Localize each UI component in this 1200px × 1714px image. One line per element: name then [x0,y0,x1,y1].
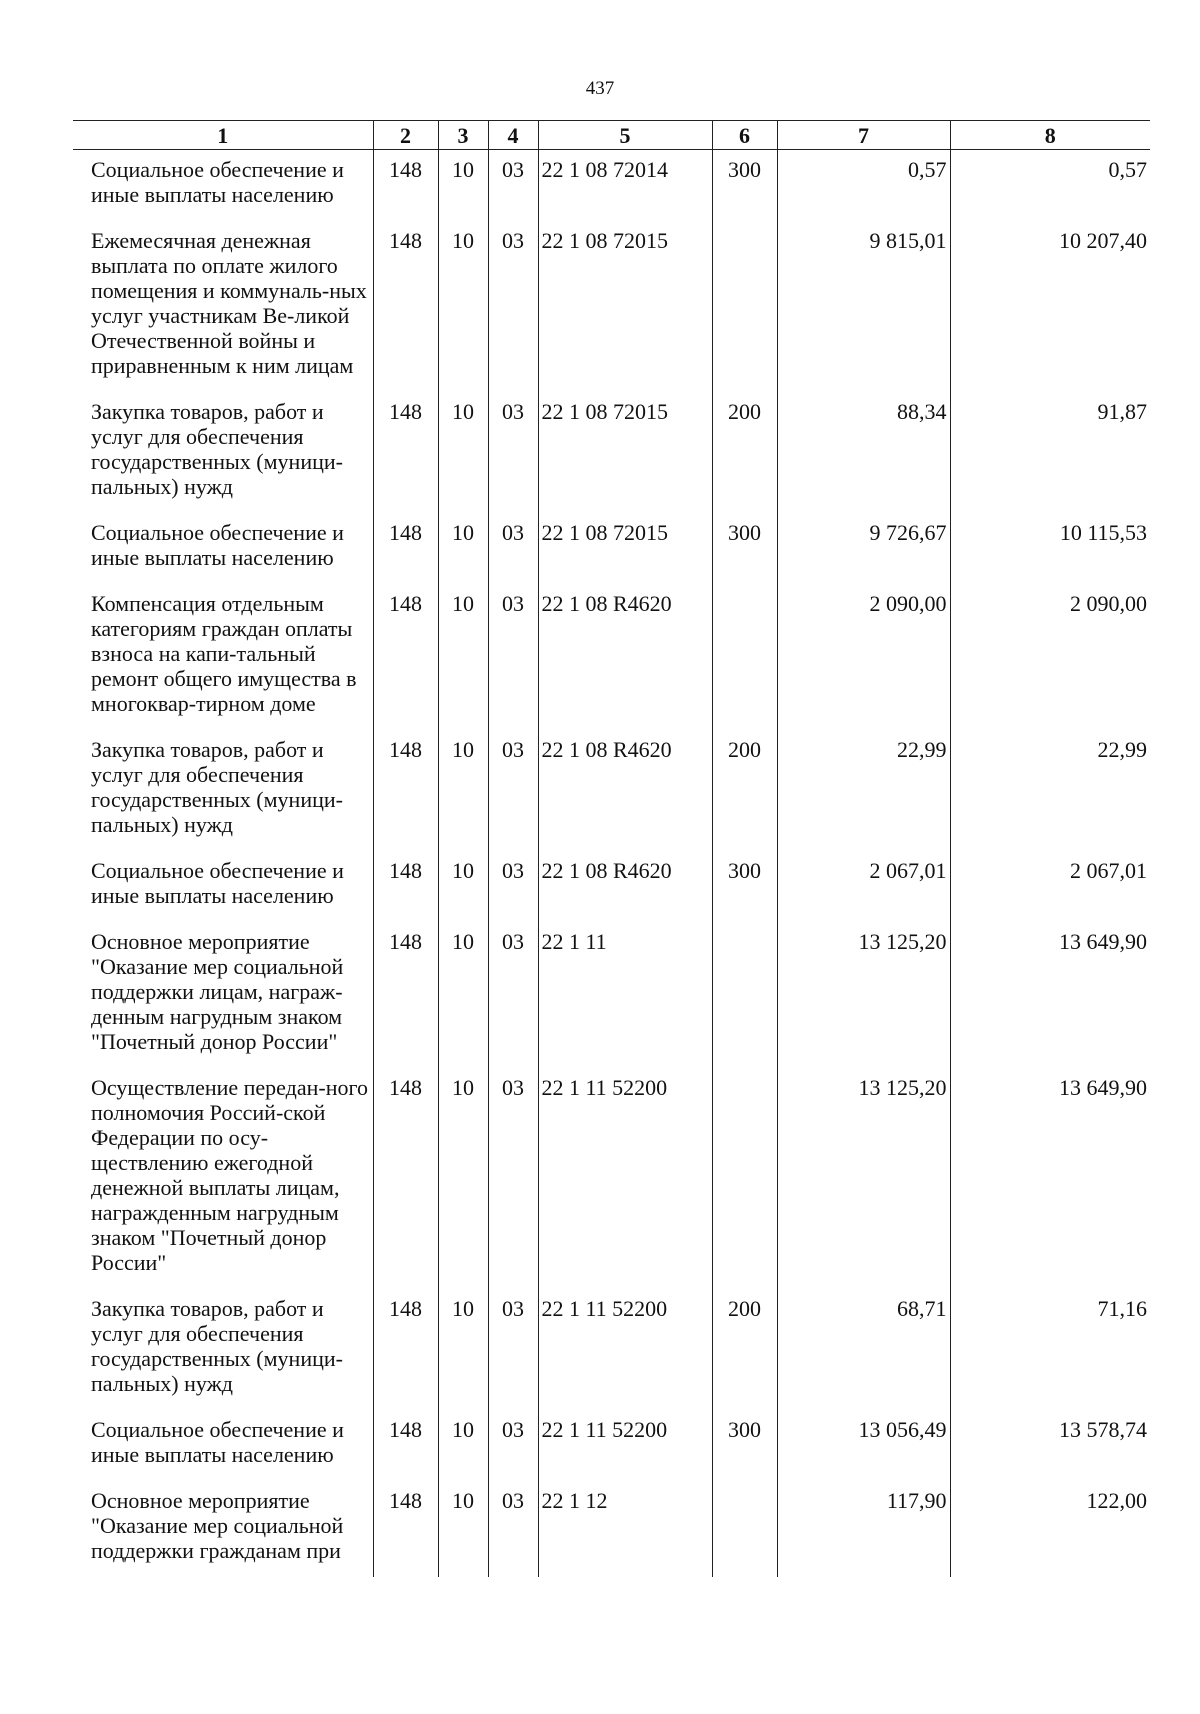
cell-amount-year1: 68,71 [777,1289,950,1410]
cell-ministry-code: 148 [373,221,438,392]
cell-subsection: 03 [488,851,538,922]
cell-amount-year2: 122,00 [950,1481,1150,1577]
table-row [73,150,1150,222]
cell-description: Закупка товаров, работ и услуг для обеспечения государственных (муници-пальных) нужд [91,1296,343,1396]
cell-description: Социальное обеспечение и иные выплаты населению [91,520,344,570]
cell-description: Социальное обеспечение и иные выплаты населению [91,1417,344,1467]
cell-section: 10 [438,730,488,851]
cell-description: Социальное обеспечение и иные выплаты населению [91,157,344,207]
cell-description: Компенсация отдельным категориям граждан оплаты взноса на капи-тальный ремонт общего имущества в многоквар-тирном доме [91,591,357,716]
cell-section: 10 [438,221,488,392]
table-row [73,851,1150,922]
cell-expense-type: 300 [712,1410,777,1481]
cell-subsection: 03 [488,1481,538,1577]
cell-expense-type [712,922,777,1068]
cell-target-article: 22 1 11 52200 [538,1068,712,1289]
cell-subsection: 03 [488,730,538,851]
table-header-row [73,121,1150,150]
table-row [73,513,1150,584]
table-row [73,730,1150,851]
cell-expense-type: 200 [712,730,777,851]
cell-amount-year1: 2 067,01 [777,851,950,922]
cell-description: Ежемесячная денежная выплата по оплате жилого помещения и коммуналь-ных услуг участникам Ве-ликой Отечественной войны и приравненным к ним лицам [91,228,367,378]
cell-description: Основное мероприятие "Оказание мер социальной поддержки лицам, награж-денным нагрудным знаком "Почетный донор России" [91,929,344,1054]
cell-expense-type: 300 [712,150,777,222]
cell-target-article: 22 1 08 72015 [538,392,712,513]
cell-section: 10 [438,150,488,222]
cell-amount-year1: 2 090,00 [777,584,950,730]
header-col-8: 8 [950,121,1150,150]
table-row [73,584,1150,730]
cell-subsection: 03 [488,922,538,1068]
cell-section: 10 [438,584,488,730]
cell-amount-year1: 117,90 [777,1481,950,1577]
cell-expense-type [712,584,777,730]
cell-ministry-code: 148 [373,922,438,1068]
header-col-3: 3 [438,121,488,150]
cell-amount-year2: 10 115,53 [950,513,1150,584]
cell-subsection: 03 [488,150,538,222]
cell-target-article: 22 1 11 52200 [538,1289,712,1410]
cell-amount-year2: 13 578,74 [950,1410,1150,1481]
cell-description: Закупка товаров, работ и услуг для обеспечения государственных (муници-пальных) нужд [91,737,343,837]
cell-expense-type [712,221,777,392]
cell-amount-year2: 2 067,01 [950,851,1150,922]
cell-target-article: 22 1 08 72014 [538,150,712,222]
cell-ministry-code: 148 [373,392,438,513]
table-row [73,922,1150,1068]
cell-expense-type: 200 [712,1289,777,1410]
header-col-4: 4 [488,121,538,150]
cell-ministry-code: 148 [373,1410,438,1481]
cell-ministry-code: 148 [373,730,438,851]
cell-target-article: 22 1 12 [538,1481,712,1577]
cell-amount-year2: 10 207,40 [950,221,1150,392]
cell-expense-type: 200 [712,392,777,513]
cell-ministry-code: 148 [373,584,438,730]
cell-subsection: 03 [488,1068,538,1289]
table-row [73,221,1150,392]
cell-section: 10 [438,1068,488,1289]
cell-description: Закупка товаров, работ и услуг для обеспечения государственных (муници-пальных) нужд [91,399,343,499]
cell-section: 10 [438,851,488,922]
cell-amount-year2: 91,87 [950,392,1150,513]
cell-amount-year1: 22,99 [777,730,950,851]
cell-amount-year1: 9 815,01 [777,221,950,392]
cell-expense-type: 300 [712,851,777,922]
cell-amount-year2: 13 649,90 [950,1068,1150,1289]
cell-amount-year1: 88,34 [777,392,950,513]
cell-amount-year2: 0,57 [950,150,1150,222]
cell-description: Социальное обеспечение и иные выплаты населению [91,858,344,908]
cell-amount-year1: 13 125,20 [777,1068,950,1289]
budget-table [73,120,1150,1577]
cell-target-article: 22 1 11 [538,922,712,1068]
table-row [73,1410,1150,1481]
cell-amount-year1: 13 056,49 [777,1410,950,1481]
cell-expense-type: 300 [712,513,777,584]
cell-ministry-code: 148 [373,513,438,584]
cell-amount-year2: 22,99 [950,730,1150,851]
cell-amount-year2: 2 090,00 [950,584,1150,730]
cell-amount-year1: 9 726,67 [777,513,950,584]
cell-subsection: 03 [488,513,538,584]
cell-ministry-code: 148 [373,1068,438,1289]
cell-ministry-code: 148 [373,1289,438,1410]
header-col-2: 2 [373,121,438,150]
header-col-7: 7 [777,121,950,150]
header-col-5: 5 [538,121,712,150]
cell-amount-year1: 0,57 [777,150,950,222]
cell-target-article: 22 1 08 R4620 [538,851,712,922]
cell-section: 10 [438,1289,488,1410]
cell-subsection: 03 [488,221,538,392]
table-row [73,1481,1150,1577]
table-row [73,1289,1150,1410]
cell-target-article: 22 1 08 72015 [538,513,712,584]
cell-ministry-code: 148 [373,1481,438,1577]
cell-section: 10 [438,392,488,513]
cell-ministry-code: 148 [373,150,438,222]
cell-subsection: 03 [488,584,538,730]
table-row [73,1068,1150,1289]
cell-subsection: 03 [488,1410,538,1481]
cell-ministry-code: 148 [373,851,438,922]
cell-section: 10 [438,1410,488,1481]
cell-description: Осуществление передан-ного полномочия Россий-ской Федерации по осу-ществлению ежегодной денежной выплаты лицам, награжденным нагрудным знаком "Почетный донор России" [91,1075,368,1275]
cell-amount-year2: 71,16 [950,1289,1150,1410]
cell-expense-type [712,1068,777,1289]
cell-amount-year1: 13 125,20 [777,922,950,1068]
cell-amount-year2: 13 649,90 [950,922,1150,1068]
cell-subsection: 03 [488,392,538,513]
cell-description: Основное мероприятие "Оказание мер социальной поддержки гражданам при [91,1488,344,1563]
cell-subsection: 03 [488,1289,538,1410]
cell-section: 10 [438,1481,488,1577]
header-col-6: 6 [712,121,777,150]
cell-section: 10 [438,513,488,584]
cell-target-article: 22 1 08 R4620 [538,730,712,851]
cell-target-article: 22 1 08 72015 [538,221,712,392]
cell-target-article: 22 1 11 52200 [538,1410,712,1481]
cell-target-article: 22 1 08 R4620 [538,584,712,730]
cell-section: 10 [438,922,488,1068]
header-col-1: 1 [73,121,373,150]
table-row [73,392,1150,513]
page-number: 437 [585,78,615,99]
cell-expense-type [712,1481,777,1577]
